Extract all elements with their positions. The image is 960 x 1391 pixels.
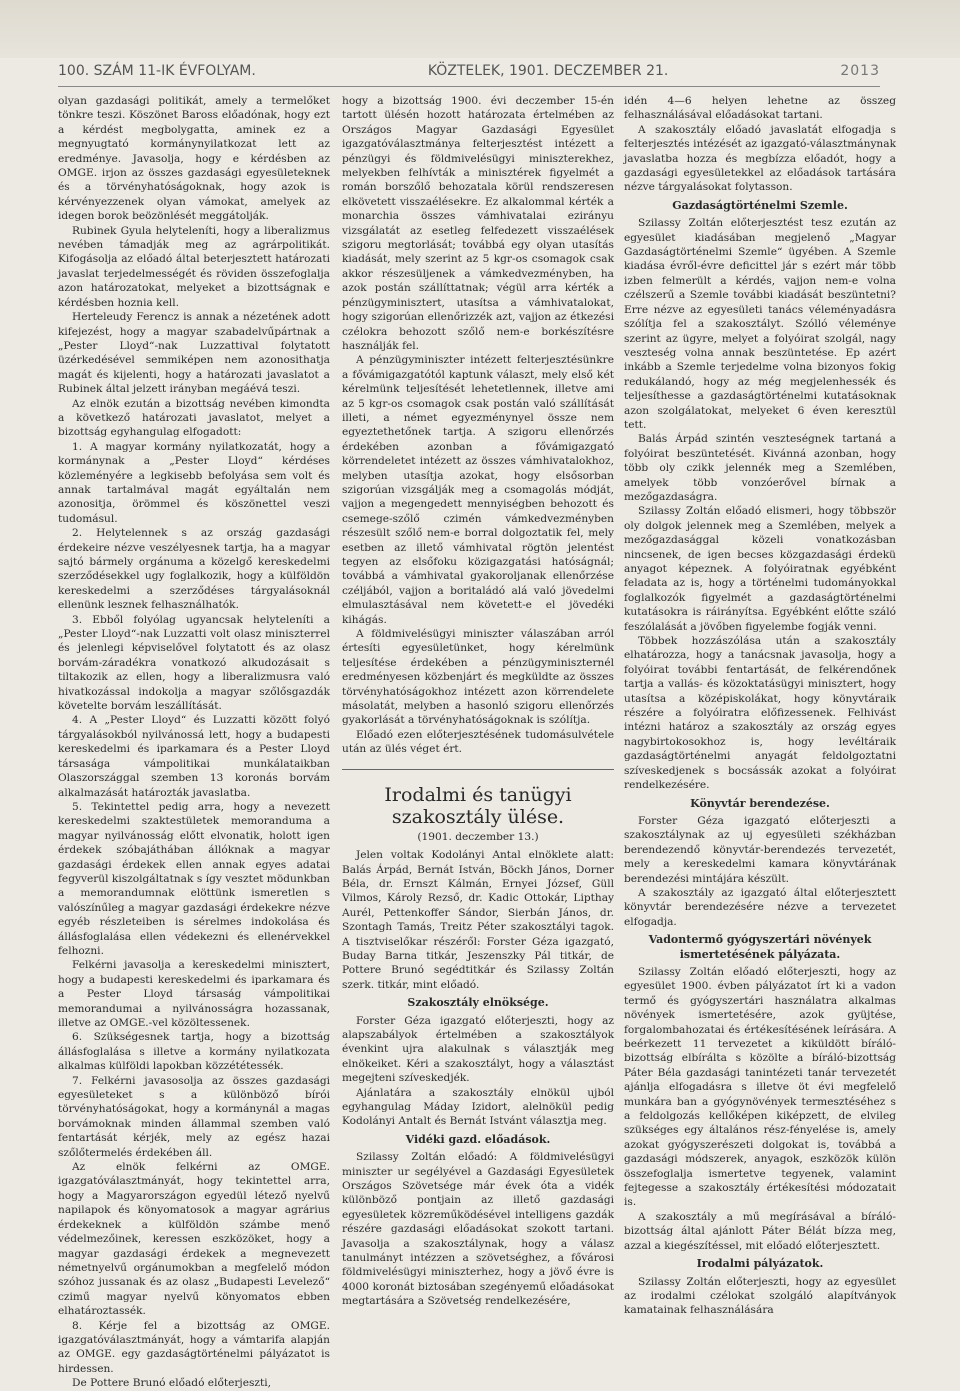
paragraph: hogy a bizottság 1900. évi deczember 15-én tartott ülésén hozott határozata értelmében az Országos Magyar Gazdasági Egyesület igazgatóválasztmánya felterjesztést intézett a pénzügyi és földmivelésügyi miniszterekhez, melyekben felhívták a minisztérek figyelmét a román borszőlő behozatala körül rendszeresen elkövetett visszaélésekre. Ez alkalommal kérték a monarchia összes vámhivatalai ezirányu vizsgálatát az esetleg felfedezett visszaélések szigoru megtorlását; továbbá egy olyan utasítás kiadását, mely szerint az 5 kgr-os csomagok csak akkor részesüljenek a vámkedvezményben, ha azok postán szállíttatnak; végül arra kérték a pénzügyminisztert, utasítsa a vámhivatalokat, hogy szigorúan ellenőrizzék azt, vajjon az étkezési czélokra behozott szőlő nem-e borkészítésre használják fel. — [342, 95, 614, 352]
paragraph: Szilassy Zoltán előadó előterjeszti, hogy az egyesület 1900. évben pályázatot írt ki a vadon termő és gyógyszertári használatra alkalmas növények ismertetésére, azok gyüjtése, forgalombahozatai és értékesítésének leírására. A beérkezett 11 tervezetet a kiküldött bíráló-bizottság elbírálta s közölte a bíráló-bizottság Páter Béla gazdasági tanintézeti tanár tervezetét ajánlja elfogadásra s illetve öt évi megfelelő munkára ban a gyógynövények termesztéséhez s a feldolgozás kellőképen kiképzett, de elvileg szükséges egy általános rész-fényelése is, amely azokat gyógyszerészeti dolgokat is, továbbá a gazdasági módszerek, anyagok, eszközök külön összefoglalja ismertetve tegyenek, valamint fejtegesse a szakosztály értékesítési módozatait is. — [624, 965, 896, 1209]
page-number: 2013 — [840, 63, 880, 79]
paragraph: idén 4—6 helyen lehetne az összeg felhasználásával előadásokat tartani. — [624, 95, 896, 122]
journal-date: KÖZTELEK, 1901. DECZEMBER 21. — [427, 63, 669, 79]
header-rule — [58, 86, 880, 87]
column-2 — [342, 94, 614, 1308]
paragraph: A szakosztály az igazgató által előterjesztett könyvtár berendezésére nézve a tervezetet elfogadja. — [624, 886, 896, 928]
subheading: Irodalmi pályázatok. — [696, 1257, 824, 1271]
paragraph: Forster Géza igazgató előterjeszti a szakosztálynak az uj egyesületi székházban berendezendő könyvtár-berendezés tervezetét, mely a kereskedelmi kamara könyvtárának berendezési mintájára készült. — [624, 814, 896, 885]
subheading: Vidéki gazd. előadások. — [405, 1132, 551, 1146]
scan-top-margin — [0, 0, 960, 58]
subheading: Könyvtár berendezése. — [690, 796, 830, 810]
paragraph: Ajánlatára a szakosztály elnökül ujból egyhangulag Máday Izidort, alelnökül pedig Kodolányi Antalt és Bernát Istvánt választja meg. — [342, 1086, 614, 1128]
paragraph: 2. Helytelennek s az ország gazdasági érdekeire nézve veszélyesnek tartja, ha a magyar sajtó bármely orgánuma a közelgő kereskedelmi szerződésekkel ugy foglalkozik, hogy a külföldön kereskedelmi a szerződéses tárgyalásoknál ellenünk lesznek felhasználhatók. — [58, 527, 330, 612]
paragraph: Szilassy Zoltán előadó elismeri, hogy többször oly dolgok jelennek meg a Szemlében, melyek a mezőgazdasággal közeli vonatkozásban nincsenek, de igen becses közgazdasági érdekü anyagot képeznek. A folyóiratnak egyébként feladata az is, hogy a történelmi tudományokkal foglalkozók figyelmét a gazdaságtörténelmi kutatásokra is ráirányítsa. Egyébként előtte száló feszólalását a jövőben figyelembe fogják venni. — [624, 505, 896, 633]
paragraph: Balás Árpád szintén veszteségnek tartaná a folyóirat beszüntetését. Kivánná azonban, hogy több oly czikk jelennék meg a Szemlében, amelyek több vonzóerővel bírnak a mezőgazdaságra. — [624, 433, 896, 503]
paragraph: 5. Tekintettel pedig arra, hogy a nevezett kereskedelmi szaktestületek memoranduma a magyar nyilvánosság előtt elvonatik, holott igen érdekek szóbajáthában állóknak a magyar gazdasági érdekek ellen annak egyes adatai fegyverül kiszolgáltatnak s így vesztet mödunkban a memorandumnak elöttünk ismeretlen s valószínűleg a magyar gazdasági érdekekre nézve egyéb részleteiben is sérelmes indokolása és állásfoglalása ellen védekezni és ellenérvekkel felhozni. — [58, 800, 330, 957]
paragraph: 6. Szükségesnek tartja, hogy a bizottság állásfoglalása s illetve a kormány nyilatkozata alkalmas külföldi lapokban közzététessék. — [58, 1031, 330, 1073]
paragraph: Herteleudy Ferencz is annak a nézetének adott kifejezést, hogy a magyar szabadelvűpártnak a „Pester Lloyd“-nak Luzzattival folytatott üzérkedésével semmiképen nem azonosithatja magát és kijelenti, hogy a határozati javaslatot a Rubinek által jelzett irányban megáévá teszi. — [58, 311, 330, 396]
section-divider — [342, 769, 614, 770]
attendance-paragraph: Jelen voltak Kodolányi Antal elnöklete alatt: Balás Árpád, Bernát István, Böckh János, Dorner Béla, dr. Ernszt Kálmán, Ernyei József, Güll Vilmos, Károly Rezső, dr. Kadic Ottokár, Lipthay Aurél, Pettenkoffer Sándor, Sierbán János, dr. Szontagh Tamás, Treitz Péter szakosztályi tagok. A tisztviselőkar részéről: Forster Géza igazgató, Buday Barna titkár, Jeszenszky Pál titkár, de Pottere Brunó segédtitkár és Szilassy Zoltán szerk. titkár, mint előadó. — [342, 849, 614, 991]
subheading: Szakosztály elnöksége. — [407, 996, 549, 1010]
section-title: Irodalmi és tanügyi szakosztály ülése. — [384, 783, 572, 828]
paragraph: Felkérni javasolja a kereskedelmi minisztert, hogy a budapesti kereskedelmi és iparkamara és a Pester Lloyd társaság vámpolitikai memorandumai a nyilvánosságra hozassanak, illetve az OMGE.-vel közöltessenek. — [58, 959, 330, 1029]
paragraph: De Pottere Brunó előadó előterjeszti, — [72, 1377, 272, 1390]
paragraph: 4. A „Pester Lloyd“ és Luzzatti között folyó tárgyalásokból nyilvánossá lett, hogy a budapesti kereskedelmi és iparkamara és a Pester Lloyd társasága vámpolitikai munkálataikban Olaszországgal szemben 13 koronás borvám alkalmazását határozták javaslatba. — [58, 714, 330, 799]
paragraph: 1. A magyar kormány nyilatkozatát, hogy a kormánynak a „Pester Lloyd“ kérdéses közleményére a legkisebb befolyása sem volt és annak tartalmával magát egyáltalán nem azonositja, örömmel és köszönettel veszi tudomásul. — [58, 440, 330, 525]
page-header — [58, 58, 880, 84]
paragraph: Az elnök felkérni az OMGE. igazgatóválasztmányát, hogy tekintettel arra, hogy a Magyarországon egyedül létező nyelvű napilapok és könyomatosok a magyar agrárius érdekeknek a külföldön számbe menő védelmezőinek, keressen eszközöket, hogy a magyar gazdasági érdekek a megnevezett németnyelvű orgánumokban a megfelelő módon szóhoz jussanak és az olasz „Budapesti Levelező“ czimű magyar nyelvű könyomatos ebben elhatároztassék. — [58, 1161, 330, 1318]
paragraph: A pénzügyminiszter intézett felterjesztésünkre a fővámigazgatótól kaptunk választ, mely első két kérelmünk teljesítését lehetetlennek, illetve ami az 5 kgr-os csomagok csak postán való szállítását illeti, a német egyezménynyel össze nem egyeztethetőnek tartja. A szigoru ellenőrzés érdekében azonban a fővámigazgató körrendeletet intézett az összes vámhivatalokhoz, melyben utasítja azokat, hogy elsősorban szigorúan vizsgálják meg a csomagolás módját, vajjon a megengedett mennyiségben behozott és csemege-szőlő czimén vámkedvezményben részesült szőlő nem-e borral dolgoztatik fel, mely esetben az illető vámhivatal rögtön jelentést tegyen az elsőfoku közigazgatási hatóságnál; továbbá a vámhivatal gyakoroljanak ellenőrzése czéljából, vajjon a boritaládó alá való jövedelmi elmulasztásával nem követett-e el jövedéki kihágás. — [342, 354, 614, 626]
paragraph: A szakosztály előadó javaslatát elfogadja s felterjesztés intézését az igazgató-választmánynak javaslatba hozza és megbízza előadót, hogy a gazdasági egyesületekkel az előadások tartására nézve tárgyalásokat folytasson. — [624, 123, 896, 194]
subheading: Vadontermő gyógyszertári növények ismertetésének pályázata. — [648, 933, 872, 961]
paragraph: olyan gazdasági politikát, amely a termelőket tönkre teszi. Köszönet Baross előadónak, hogy ezt a kérdést megbolygatta, aminek ez a megnyugtató kormánynyilatkozat lett az eredménye. Javasolja, hogy e kérdésben az OMGE. irjon az összes gazdasági egyesületeknek és a törvényhatóságoknak, hogy azok is kérvényezzenek olyan vámokat, amelyek az idegen borok beözönlését meggátolják. — [58, 95, 330, 223]
subheading: Gazdaságtörténelmi Szemle. — [672, 198, 848, 212]
section-date: (1901. deczember 13.) — [417, 830, 539, 843]
paragraph: 7. Felkérni javasosolja az összes gazdasági egyesületeket s a különböző bírói törvényhatóságokat, hogy a kormánynál a magas borvámoknak minden állammal szemben való fentartását kérjék, mely az egész hazai szőlőtermelés érdekében áll. — [58, 1074, 330, 1159]
paragraph: A szakosztály a mű megírásával a bíráló-bizottság által ajánlott Páter Bélát bízza meg, azzal a kiegészítéssel, mit előadó előterjesztett. — [624, 1210, 896, 1252]
column-3 — [624, 94, 896, 1317]
paragraph: 3. Ebből folyólag ugyancsak helyteleníti a „Pester Lloyd“-nak Luzzatti volt olasz miniszterrel és jelenlegi képviselővel folytatott és az olasz borvám-záradékra vonatkozó alkudozásait s tiltakozik az ellen, hogy a liberalizmusra való hivatkozással indokolja a magyar szőlősgazdák követelte borvám leszállítását. — [58, 613, 330, 713]
paragraph: Szilassy Zoltán előterjeszti, hogy az egyesület az irodalmi czélokat szolgáló alapítványok kamatainak felhasználására — [624, 1275, 896, 1317]
paragraph: Szilassy Zoltán előadó: A földmivelésügyi miniszter ur segélyével a Gazdasági Egyesületek Országos Szövetsége már évek óta a vidék különböző pontjain az illető gazdasági egyesületek közreműködésével intelligens gazdák részére gazdasági előadásokat szokott tartani. Javasolja a szakosztálynak, hogy a válasz tanulmányt intézzen a szövetséghez, a fővárosi földmivelésügyi miniszterhez, hogy a jövő évre is 4000 koronát biztosában szegényemű előadásokat megtartására a Szövetség rendelkezésére, — [342, 1151, 614, 1308]
paragraph: A földmivelésügyi miniszter válaszában arról értesíti egyesületünket, hogy kérelmünk teljesítése érdekében a pénzügyminiszternél eredményesen közbenjárt és megküldte az összes törvényhatóságokhoz intézett azon körrendelete másolatát, melyben a hasonló szigoru ellenőrzés gyakorlását a törvényhatóságoknak is szólítja. — [342, 628, 614, 727]
paragraph: Többek hozzászólása után a szakosztály elhatározza, hogy a tanácsnak javasolja, hogy a folyóirat további fentartását, de felkérendőnek tartja a vallás- és közoktatásügyi minisztert, hogy utasítsa a középiskolákat, hogy könyvtáraik részére a folyóiratra előfizessenek. Felhivást intézni határoz a szakosztály az ország egyes nagybirtokosokhoz is, hogy levéltáraik gazdaságtörténelmi anyagát feldolgoztatni szíveskedjenek s bocsássák azokat a folyóirat rendelkezésére. — [624, 635, 896, 792]
column-1 — [58, 94, 330, 1390]
issue-label: 100. SZÁM 11-IK ÉVFOLYAM. — [58, 63, 256, 79]
paragraph: Rubinek Gyula helyteleníti, hogy a liberalizmus nevében támadják meg az agrárpolitikát. Kifogásolja az előadó által beterjesztett határozati javaslat terjedelmességét és röviden összefoglalja azon határozatokat, melyeket a bizottságnak e kérdésben hoznia kell. — [58, 224, 330, 309]
paragraph: Forster Géza igazgató előterjeszti, hogy az alapszabályok értelmében a szakosztályok évenkint ujra alakulnak s választják meg elnökeiket. Kéri a szakosztályt, hogy a választást megejteni szíveskedjék. — [342, 1014, 614, 1085]
paragraph: 8. Kérje fel a bizottság az OMGE. igazgatóválasztmányát, hogy a vámtarifa alapján az OMGE. egy gazdaságtörténelmi pályázatot is hirdessen. — [58, 1319, 330, 1375]
paragraph: Előadó ezen előterjesztésének tudomásulvétele után az ülés véget ért. — [342, 728, 614, 756]
paragraph: Az elnök ezután a bizottság nevében kimondta a következő határozati javaslatot, melyet a bizottság egyhangulag elfogadott: — [58, 397, 330, 439]
paragraph: Szilassy Zoltán előterjesztést tesz ezután az egyesület kiadásában megjelenő „Magyar Gazdaságtörténelmi Szemle“ ügyében. A Szemle kiadása évről-évre deficittel jár s ezért már több izben felmerült a kérdés, vajjon nem-e volna czélszerű a Szemle további kiadását beszüntetni? Erre nézve az egyesületi tanács véleményadásra szólítja fel a szakosztályt. Szólló véleménye szerint az ügyre, melyet a folyóirat szolgál, nagy veszteség volna annak beszüntetése. Ep azért inkább a Szemle terjedelme volna bizonyos fokig redukálandó, hogy az még megjelenhessék és teljesíthesse a gazdaságtörténelmi kutatásoknak azon szolgálatokat, melyeket 6 éven keresztül tett. — [624, 217, 896, 431]
